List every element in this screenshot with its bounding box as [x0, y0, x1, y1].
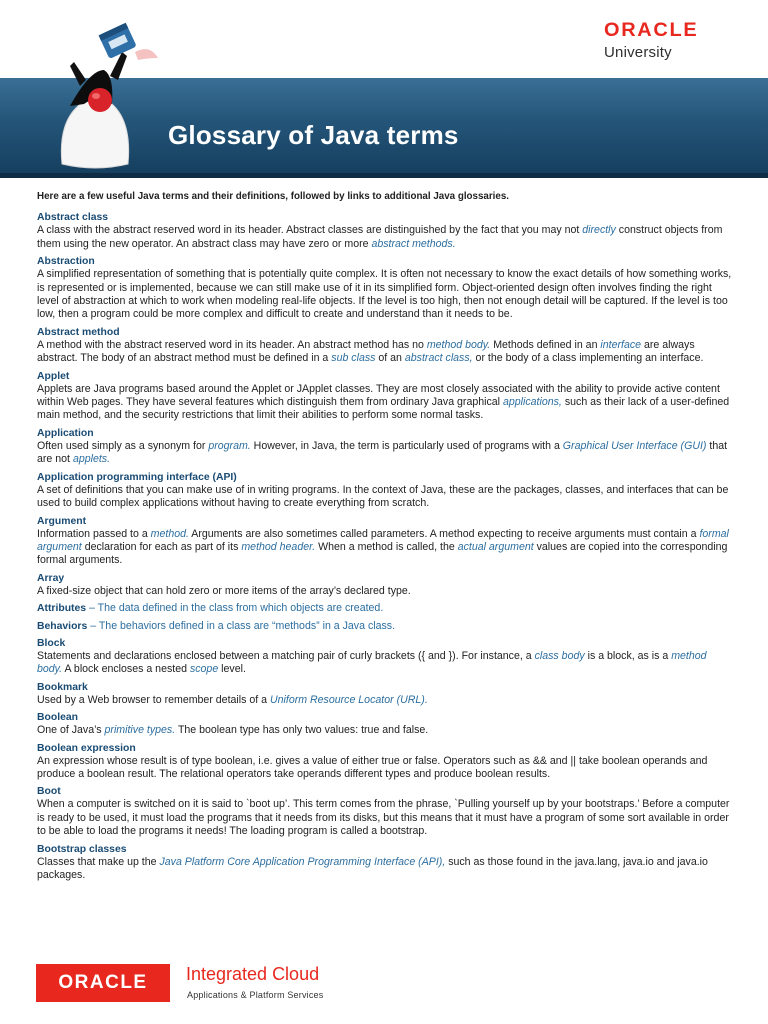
glossary-definition	[37, 440, 732, 467]
definition-text: Applets are Java programs based around the Applet or JApplet classes. They are most closely associated with the ability to provide active content within Web pages. They have several features which distinguish them from ordinary Java graphical	[37, 382, 720, 409]
glossary-link[interactable]: Java Platform Core Application Programming Interface (API),	[159, 855, 446, 868]
oracle-footer-logo	[36, 964, 170, 1002]
glossary-definition	[37, 268, 732, 322]
glossary-entry	[37, 711, 732, 737]
glossary-link[interactable]: interface	[600, 338, 642, 351]
glossary-entry	[37, 255, 732, 322]
definition-text: A set of definitions that you can make use of in writing programs. In the context of Java, these are the packages, classes, and interfaces that can be used to build complex applications without having to create everything from scratch.	[37, 483, 729, 510]
glossary-entry	[37, 427, 732, 467]
definition-text: Methods defined in an	[490, 338, 601, 351]
glossary-definition	[37, 798, 732, 838]
glossary-entry	[37, 326, 732, 366]
definition-text: However, in Java, the term is particularly used of programs with a	[250, 439, 563, 452]
glossary-definition	[37, 383, 732, 423]
glossary-entry	[37, 370, 732, 423]
definition-text: of an	[375, 352, 405, 365]
glossary-link[interactable]: directly	[582, 224, 616, 237]
definition-text: such as those found in the java.lang, java.io and java.io packages.	[37, 855, 708, 881]
oracle-wordmark: ORACLE	[604, 20, 699, 41]
definition-text: construct objects from them using the new operator. An abstract class may have zero or more	[37, 224, 723, 250]
glossary-entry	[37, 602, 732, 615]
definition-text: One of Java’s	[37, 724, 105, 737]
glossary-link[interactable]: program.	[208, 439, 251, 452]
glossary-term: Applet	[37, 370, 70, 382]
glossary-link[interactable]: abstract class,	[404, 352, 473, 365]
intro-text: Here are a few useful Java terms and their definitions, followed by links to additional Java glossaries.	[37, 191, 510, 202]
footer-brand: ORACLE	[58, 972, 148, 993]
glossary-link[interactable]: method.	[150, 527, 189, 540]
definition-text: Classes that make up the	[37, 855, 160, 868]
glossary-term: Abstract class	[37, 212, 109, 224]
definition-text: Often used simply as a synonym for	[37, 439, 209, 452]
footer-subtitle: Applications & Platform Services	[187, 990, 324, 1000]
glossary-entry	[37, 637, 732, 677]
definition-text: such as their lack of a user-defined main method, and the security restrictions that limit their abilities to perform some normal tasks.	[37, 396, 730, 422]
glossary-term: Block	[37, 637, 66, 649]
glossary-entry	[37, 785, 732, 838]
university-label: University	[604, 44, 672, 61]
definition-text: A simplified representation of something that is potentially quite complex. It is often not necessary to know the exact details of how something works, is represented or is implemented, because we can still make use of it in its simplified form. Object-oriented design often involves finding the right level of abstraction at which to work when modeling real-life objects. If the level is too high, then not enough detail will be captured. If the level is too low, then a program could be more complex and difficult to create and understand than it needs to be.	[37, 268, 732, 321]
glossary-link[interactable]: class body	[534, 649, 585, 662]
definition-text: level.	[218, 663, 246, 676]
glossary-term: Boolean	[37, 712, 78, 724]
footer-cloud-title: Integrated Cloud	[186, 964, 320, 984]
glossary-term: Argument	[37, 515, 87, 527]
glossary-link[interactable]: formal argument	[37, 527, 729, 553]
definition-text: Arguments are also sometimes called parameters. A method expecting to receive arguments must contain a	[188, 527, 700, 540]
definition-text: values are copied into the corresponding formal arguments.	[37, 540, 728, 567]
glossary-entry	[37, 742, 732, 782]
definition-text: An expression whose result is of type boolean, i.e. gives a value of either true or false. Operators such as && and || take boolean operands and produce a boolean result. The relational operators take operands different types and produce boolean results.	[37, 754, 708, 780]
definition-text: is a block, as is a	[584, 649, 672, 662]
definition-text: declaration for each as part of its	[81, 540, 242, 553]
glossary-link[interactable]: scope	[189, 663, 219, 676]
glossary-term: Array	[37, 572, 65, 584]
glossary-link[interactable]: method body.	[426, 338, 491, 351]
glossary-definition	[37, 755, 732, 782]
glossary-definition	[37, 724, 732, 737]
definition-text: are always abstract. The body of an abstract method must be defined in a	[37, 338, 695, 365]
glossary-term: Attributes	[37, 603, 87, 615]
glossary-link[interactable]: primitive types.	[104, 724, 176, 737]
glossary-term: Abstraction	[37, 256, 95, 268]
glossary-entry	[37, 471, 732, 511]
glossary-link[interactable]: applets.	[72, 453, 111, 466]
definition-text: A class with the abstract reserved word in its header. Abstract classes are distinguished by the fact that you may not	[37, 224, 583, 237]
glossary-link[interactable]: method body.	[37, 649, 707, 676]
glossary-definition: – The data defined in the class from which objects are created.	[86, 602, 384, 615]
glossary-term: Application	[37, 427, 94, 439]
glossary-link[interactable]: actual argument	[457, 540, 534, 553]
glossary-link[interactable]: Graphical User Interface (GUI)	[562, 439, 707, 452]
glossary-term: Application programming interface (API)	[37, 471, 237, 483]
definition-text: A method with the abstract reserved word in its header. An abstract method has no	[37, 338, 427, 351]
glossary-definition	[37, 694, 732, 707]
glossary-definition	[37, 528, 732, 568]
glossary-definition	[37, 650, 732, 677]
glossary-entry	[37, 572, 732, 598]
definition-text: Statements and declarations enclosed between a matching pair of curly brackets ({ and }). For instance, a	[37, 649, 535, 662]
oracle-university-logo	[604, 20, 699, 61]
glossary-content	[37, 190, 732, 886]
glossary-link[interactable]: abstract methods.	[371, 237, 456, 250]
glossary-definition	[37, 856, 732, 883]
glossary-term: Boolean expression	[37, 742, 136, 754]
glossary-link[interactable]: method header.	[241, 540, 316, 553]
definition-text: When a computer is switched on it is said to `boot up’. This term comes from the phrase, `Pulling yourself up by your bootstraps.’ Before a computer is ready to be used, it must load the programs that it needs from its disks, but this means that it must have a program of some sort available in order to be able to load the programs it needs! The loading program is called a bootstrap.	[37, 798, 730, 838]
glossary-definition	[37, 484, 732, 511]
glossary-entry	[37, 211, 732, 251]
glossary-list	[37, 211, 732, 882]
glossary-term: Bootstrap classes	[37, 843, 127, 855]
glossary-term: Abstract method	[37, 326, 120, 338]
glossary-entry	[37, 843, 732, 883]
glossary-link[interactable]: applications,	[502, 396, 562, 409]
definition-text: Information passed to a	[37, 527, 151, 540]
glossary-term: Behaviors	[37, 620, 88, 632]
glossary-definition	[37, 585, 732, 598]
glossary-link[interactable]: sub class	[331, 352, 376, 365]
definition-text: A block encloses a nested	[62, 663, 190, 676]
definition-text: or the body of a class implementing an interface.	[472, 352, 704, 365]
definition-text: that are not	[37, 439, 728, 466]
definition-text: A fixed-size object that can hold zero or more items of the array’s declared type.	[37, 584, 411, 597]
definition-text: Used by a Web browser to remember details of a	[37, 693, 270, 706]
definition-text: The boolean type has only two values: true and false.	[175, 724, 429, 737]
definition-text: When a method is called, the	[315, 540, 458, 553]
glossary-entry	[37, 515, 732, 568]
glossary-definition	[37, 224, 732, 251]
glossary-definition	[37, 339, 732, 366]
glossary-definition: – The behaviors defined in a class are “methods” in a Java class.	[87, 619, 396, 632]
glossary-term: Bookmark	[37, 681, 88, 693]
duke-mascot-illustration	[40, 14, 170, 174]
glossary-entry	[37, 620, 732, 633]
glossary-link[interactable]: Uniform Resource Locator (URL).	[269, 693, 428, 706]
glossary-entry	[37, 681, 732, 707]
page-title: Glossary of Java terms	[168, 120, 459, 150]
glossary-term: Boot	[37, 786, 61, 798]
